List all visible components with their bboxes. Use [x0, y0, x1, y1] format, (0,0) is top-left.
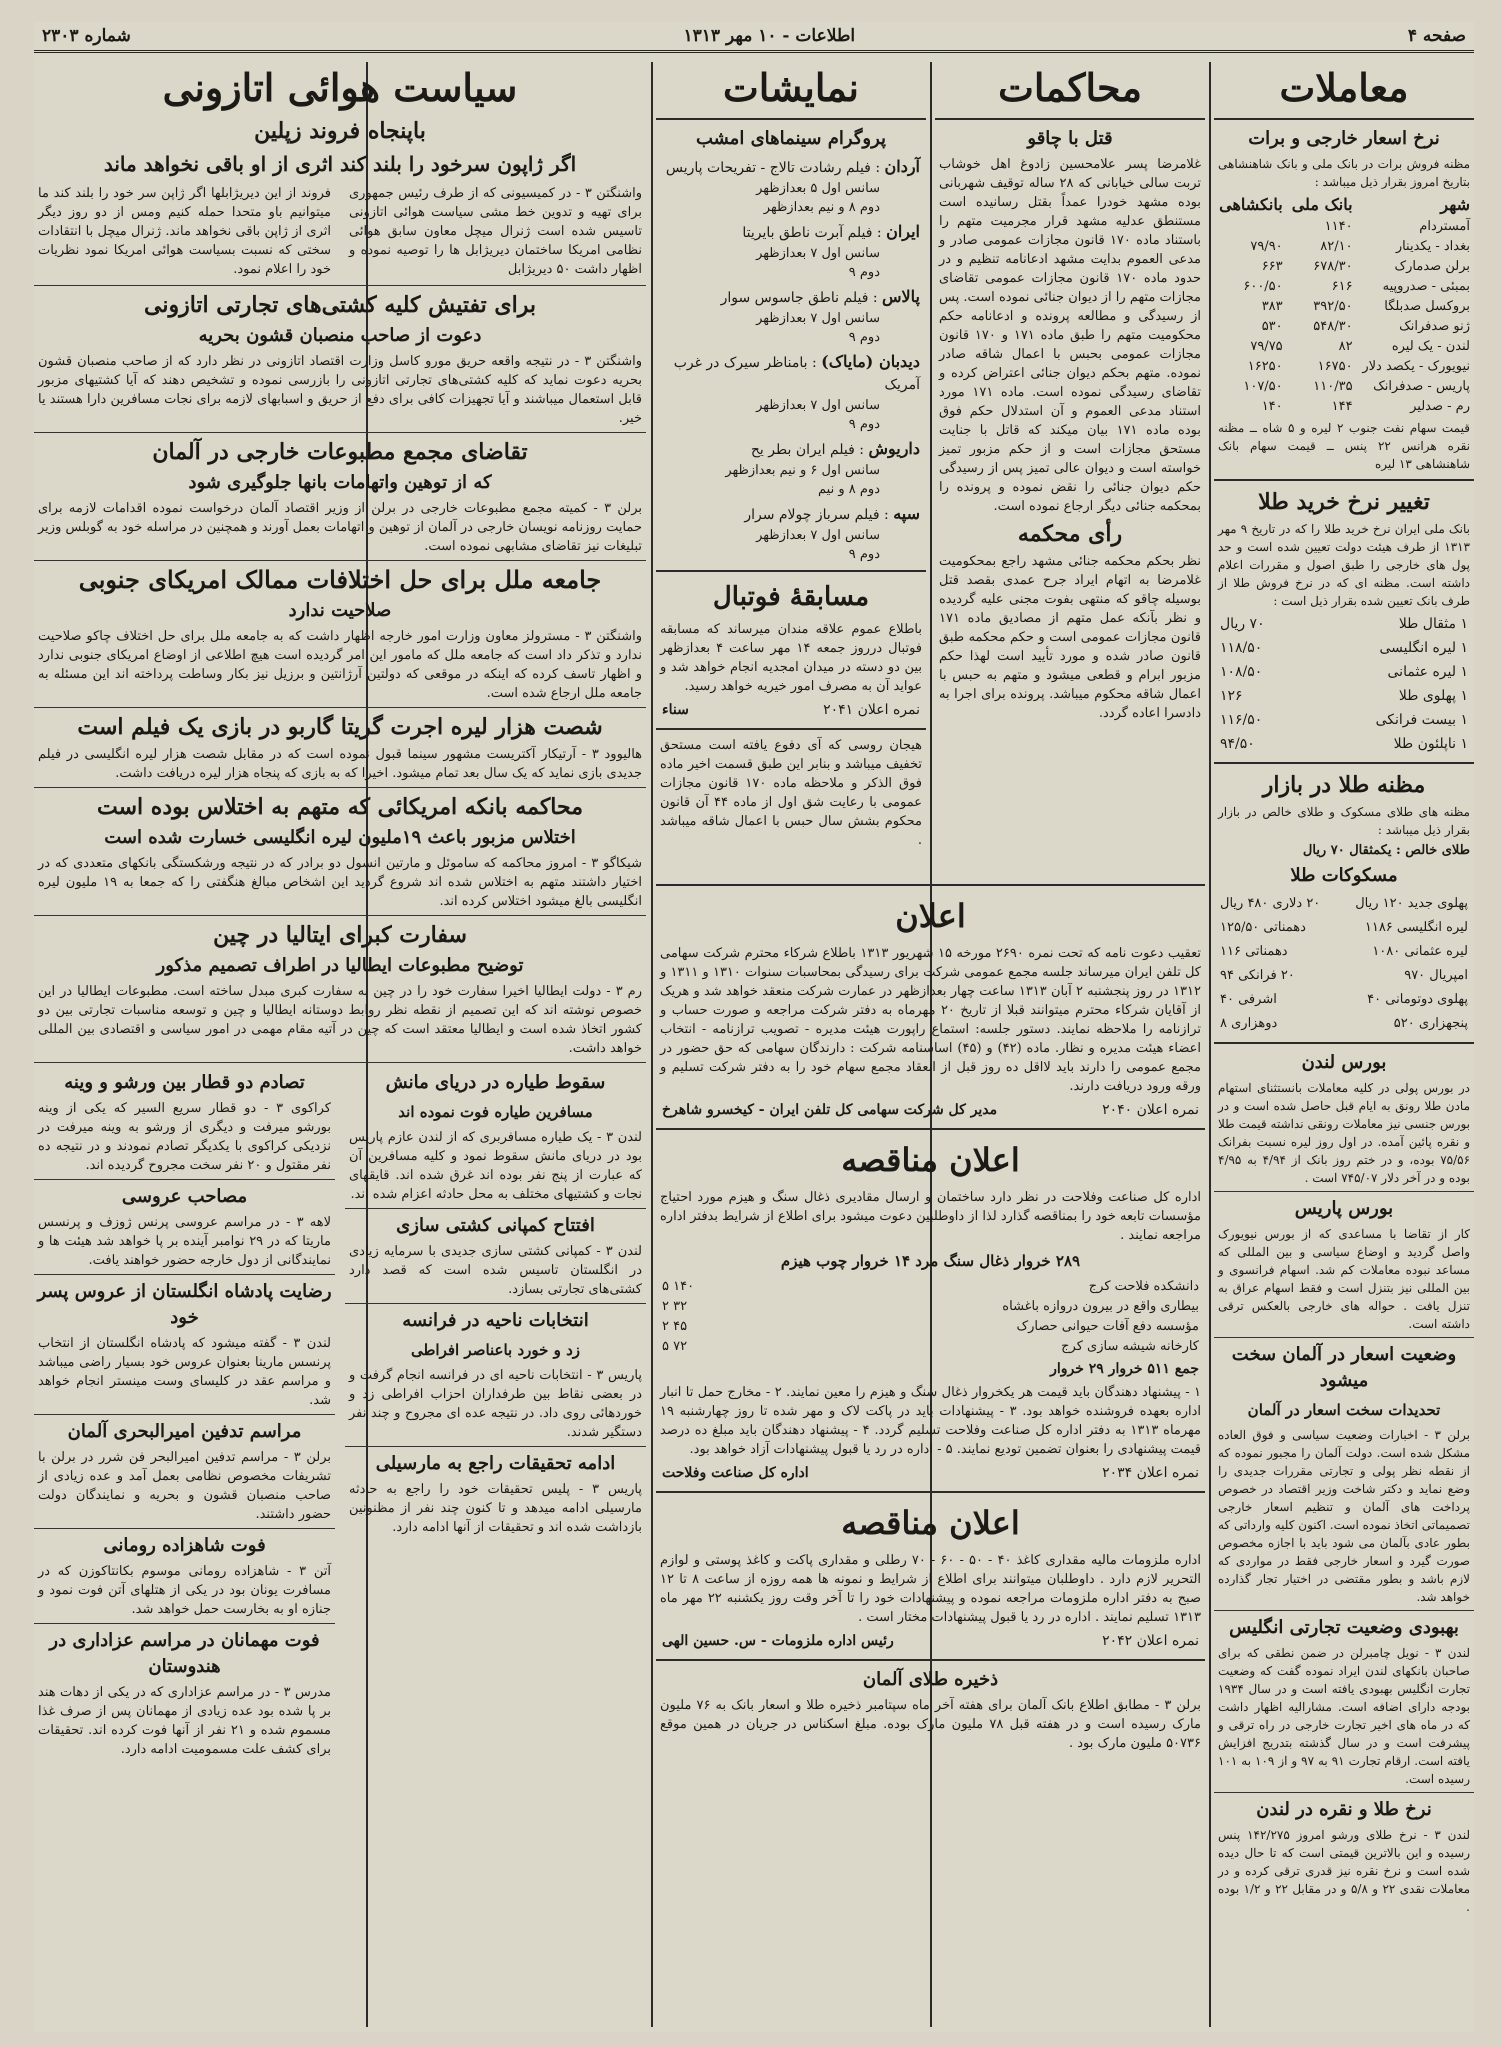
romania-headline: فوت شاهزاده رومانی [103, 1535, 266, 1556]
film-headline: شصت هزار لیره اجرت گریتا گاربو در بازی یک فیلم است [77, 714, 603, 740]
cinema-name-line: سپه : فیلم سرباز چولام سرار [744, 504, 920, 523]
cinema-entry [662, 286, 920, 347]
issue-number: شماره ۲۳۰۳ [42, 26, 131, 46]
exchange-city: برلن صدمارک [1394, 259, 1470, 274]
court-continuation: هیجان روسی که آی دفوع یافته است مستحق تخفیف میباشد و بنابر این طبق قسمت اخیر ماده فوق الذکر و ملاحظه ماده ۱۷۰ قانون مجازات عمومی با رعایت شق اول از ماده ۴۴ آن قانون محکوم بشش سال حبس با اعمال شاقه میباشد . [660, 738, 923, 848]
exchange-melli: ۶۷۸/۳۰ [1313, 259, 1353, 274]
league-subhead: صلاحیت ندارد [288, 600, 392, 621]
exchange-city: بمبئی - صدروپیه [1382, 279, 1470, 294]
admiral-body: برلن ۳ - مراسم تدفین امیرالبحر فن شرر در برلن با تشریفات مخصوص نظامی بعمل آمد و عده زیادی از صاحب منصبان قشون و بحریه و نمایندگان دولت حضور داشتند. [38, 1450, 331, 1522]
gold-item: ۱ لیره عثمانی [1387, 664, 1468, 680]
list-item [1214, 708, 1474, 732]
column-rule [651, 62, 653, 2027]
coin-price: دهمناتی ۱۲۵/۵۰ [1220, 920, 1306, 935]
list-item [1214, 964, 1474, 988]
german-gold-title: ذخیره طلای آلمان [862, 1669, 999, 1690]
gold-price: ۷۰ ریال [1220, 616, 1265, 632]
german-gold-body: برلن ۳ - مطابق اطلاع بانک آلمان برای هفته آخر ماه سپتامبر ذخیره طلا و اسعار بانک به ۷۶ ملیون مارک رسیده است و در هفته قبل ۷۸ ملیون مارک بوده. مبلغ اسکناس در جریان در همین موقع ۵۰۷۳۶ ملیون مارک بود . [660, 1698, 1202, 1751]
exchange-melli: ۳۹۲/۵۰ [1313, 299, 1353, 314]
exchange-melli: ۸۲/۱۰ [1320, 239, 1353, 254]
cinema-showtime: دوم ۹ [848, 265, 880, 280]
tender1-total: جمع ۵۱۱ خروار ۲۹ خروار [1050, 1361, 1199, 1377]
banker-headline: محاکمه بانکه امریکائی که متهم به اختلاس بوده است [97, 794, 583, 820]
coin-price: پهلوی جدید ۱۲۰ ریال [1355, 896, 1468, 911]
cinema-showtime: دوم ۸ و نیم بعدازظهر [763, 200, 880, 215]
exchange-city: بروکسل صدبلگا [1384, 299, 1470, 314]
exchange-melli: ۱۴۴ [1331, 399, 1353, 414]
film-body: هالیوود ۳ - آرتیکار آکتریست مشهور سینما قبول نموده است که در مقابل شصت هزار لیره انگلیسی در فیلم جدیدی بازی نماید که یک سال بعد تمام میشود. اخیرا که به بازی که پنجاه هزار لیره دریافت داشت. [38, 747, 643, 781]
tender2-body: اداره ملزومات مالیه مقداری کاغذ ۴۰ - ۵۰ - ۶۰ - ۷۰ رطلی و مقداری پاکت و کاغذ پوستی و لوازم التحریر لازم دارد . داوطلبان میتوانند برای اطلاع از شرایط و نمونه ها همه روزه از ساعت ۸ تا ۱۲ صبح به دفتر اداره ملزومات مراجعه نموده و پیشنهادات خود را تا آخر وقت روز یکشنبه ۲۲ مهر ماه ۱۳۱۳ تسلیم نمایند . اداره در رد یا قبول پیشنهادات مختار است . [660, 1553, 1202, 1625]
gold-buy-list [1214, 612, 1474, 756]
gold-item: ۱ بیست فرانکی [1375, 712, 1468, 728]
gold-coins-list [1214, 892, 1474, 1036]
coin-price: لیره عثمانی ۱۰۸۰ [1372, 944, 1468, 959]
gold-market-intro: مظنه های طلای مسکوک و طلای خالص در بازار بقرار ذیل میباشد : [1218, 805, 1470, 837]
ad1-body: تعقیب دعوت نامه که تحت نمره ۲۶۹۰ مورخه ۱۵ شهریور ۱۳۱۳ باطلاع شرکاء محترم شرکت سهامی کل تلفن ایران میرساند جلسه مجمع عمومی شرکت برای رسیدگی بمحاسبات سنوات ۱۳۱۰ و ۱۳۱۱ و ۱۳۱۲ در روز پنجشنبه ۲ آبان ۱۳۱۳ ساعت چهار بعدازظهر در عمارت شرکت منعقد خواهد شد و هریک از آقایان شرکاء محترم میتوانند قبلا از تاریخ ۲۰ مهرماه به دفتر شرکت مراجعه و صورت حساب و ترازنامه را ملاحظه نمایند. دستور جلسه: استماع راپورت هیئت مدیره - تصویب ترازنامه - انتخاب اعضاء هیئت مدیره و نظار. ماده (۴۲) و (۴۵) اساسنامه شرکت : دارندگان سهامی که حق حضور در مجمع عمومی را دارند باید لااقل ده روز قبل از انعقاد مجمع سهام خود را به دفتر شرکت تسلیم و ورقه ورود دریافت دارند. [660, 946, 1202, 1094]
table-row [1214, 337, 1474, 357]
ships-body: واشنگتن ۳ - در نتیجه واقعه حریق مورو کاسل وزارت اقتصاد اتازونی در نظر دارد که از صاحب منصبان قشون بحریه دعوت نماید که کلیه کشتی‌های تجارتی اتازونی را بازرسی نموده و تشخیص دهند که آیا کشتیهای مزبور قابل استعمال میباشند و آیا تجهیزات کافی برای دفع از حریق و اسبابهای لازمه برای نجات مسافرین دارا هستند یا خیر. [38, 354, 642, 426]
exchange-table [1214, 193, 1474, 417]
coin-price: لیره انگلیسی ۱۱۸۶ [1364, 920, 1468, 935]
exchange-title: نرخ اسعار خارجی و برات [1248, 128, 1440, 149]
ad1-number: نمره اعلان ۲۰۴۰ [1102, 1102, 1199, 1118]
cinema-entry [662, 438, 920, 499]
exchange-melli: ۱۶۷۵۰ [1317, 359, 1353, 374]
romania-body: آتن ۳ - شاهزاده رومانی موسوم بکانتاکوزن که در مسافرت یونان بود در یکی از هتلهای آتن فوت نمود و جنازه او به بخارست حمل خواهد شد. [38, 1564, 331, 1617]
cinema-entry [662, 156, 920, 217]
cinema-film: فیلم رشادت تالاج - تفریحات پاریس [665, 160, 871, 176]
tender-place: دانشکده فلاحت کرج [1088, 1279, 1199, 1294]
cinema-title: پروگرام سینماهای امشب [695, 128, 887, 149]
exchange-city: ژنو صدفرانک [1399, 319, 1470, 334]
tender-place: بیطاری واقع در بیرون دروازه باغشاه [1002, 1299, 1199, 1314]
cinema-name-line: آردان : فیلم رشادت تالاج - تفریحات پاریس [665, 157, 920, 176]
gold-buy-title: تغییر نرخ خرید طلا [1258, 489, 1430, 515]
cinema-name-line: داریوش : فیلم ایران بطر یح [750, 439, 920, 458]
press-body: برلن ۳ - کمیته مجمع مطبوعات خارجی در برلن از وزیر اقتصاد آلمان درخواست نموده اقدامات لازمه برای حمایت روزنامه نویسان خارجی در آلمان از توهین و اتهامات بعمل آورند و همچنین در مراسله خود به گوبلس وزیر تبلیغات نیز تقاضای مشابهی نموده است. [38, 501, 642, 554]
cinema-film: فیلم ایران بطر یح [750, 442, 855, 458]
cinema-entry [662, 351, 920, 434]
germany-currency-title: وضعیت اسعار در آلمان سخت میشود [1231, 1344, 1457, 1391]
verdict-title: رأی محکمه [1017, 521, 1123, 547]
gold-buy-body: بانک ملی ایران نرخ خرید طلا را که در تاریخ ۹ مهر ۱۳۱۳ از طرف هیئت دولت تعیین شده است و حد پول های خارجی را طبق اصول و مقررات اعلام داشته است. مظنه ای که در نرخ فروش طلا از طرف بانک تعیین شده بقرار ذیل است : [1218, 522, 1470, 608]
cinema-list [656, 156, 926, 564]
tender-coal: ۳۲ [673, 1299, 688, 1314]
gold-item: ۱ لیره انگلیسی [1379, 640, 1468, 656]
exchange-shahi: ۱۶۲۵۰ [1247, 359, 1283, 374]
exchange-shahi: ۱۴۰ [1261, 399, 1283, 414]
tender-coal: ۱۴۰ [673, 1279, 695, 1294]
exchange-melli: ۸۲ [1338, 339, 1353, 354]
table-row [1214, 357, 1474, 377]
wedding-body: لاهه ۳ - در مراسم عروسی پرنس ژوزف و پرنسس ماریتا که در ۲۹ نوامبر آینده بر پا خواهد شد هیئت ها و نمایندگانی از دول خارجه حضور خواهند یافت. [38, 1215, 332, 1268]
exchange-city: نیویورک - یکصد دلار [1362, 359, 1470, 374]
king-body: لندن ۳ - گفته میشود که پادشاه انگلستان از انتخاب پرنسس مارینا بعنوان عروس خود بسیار راضی میباشد و مراسم عقد در کلیسای وست مینستر انجام خواهد شد. [38, 1336, 331, 1408]
exchange-melli: ۱۱۰/۳۵ [1313, 379, 1353, 394]
tender-place: کارخانه شیشه سازی کرج [1061, 1339, 1199, 1354]
tender-amounts [662, 1337, 687, 1357]
france-body: پاریس ۳ - انتخابات ناحیه ای در فرانسه انجام گرفت و در بعضی نقاط بین طرفداران احزاب افراطی زد و خوردهائی روی داد. در نتیجه عده ای مجروح و چند نفر دستگیر شدند. [349, 1368, 643, 1440]
exchange-intro: مظنه فروش برات در بانک ملی و بانک شاهنشاهی بتاریخ امروز بقرار ذیل میباشد : [1218, 157, 1470, 189]
tender1-sign: اداره کل صناعت وفلاحت [662, 1465, 809, 1481]
cinema-entry [662, 503, 920, 564]
tender-amounts [662, 1317, 687, 1337]
murder-title: قتل با چاقو [1027, 128, 1113, 149]
ships-subhead: دعوت از صاحب منصبان قشون بحریه [198, 325, 482, 346]
marseille-body: پاریس ۳ - پلیس تحقیقات خود را راجع به حادثه مارسیلی ادامه میدهد و تا کنون چند نفر از مظنونین بازداشت شده اند و تحقیقات از آنها ادامه دارد. [349, 1482, 642, 1535]
italy-body: رم ۳ - دولت ایطالیا اخیرا سفارت خود را در چین به سفارت کبری مبدل ساخته است. مطبوعات ایطالیا در این خصوص نوشته اند که این تصمیم از نقطه نظر روابط دوستانه ایطالیا و چین و توسعه مناسبات تجارتی بین دو کشور اتخاذ شده است و ایطالیا معتقد است که چین در آتیه مقام مهمی در امور سیاسی و اقتصادی بین المللی خواهد داشت. [38, 984, 642, 1056]
cinema-name: آردان [884, 157, 920, 176]
english-trade-body: لندن ۳ - نویل چامبرلن در ضمن نطقی که برای صاحبان بانکهای لندن ایراد نموده گفت که وضعیت تجارت انگلیس بهبودی یافته است و در سال ۱۹۳۴ بودجه دارای اضافه است. مشارالیه اظهار داشت که در ماه های اخیر تجارت خارجی در راه ترقی و پیشرفت است و در سال گذشته بتدریج افزایش یافته است. ارقام تجارت ۹۱ به ۹۷ و از ۱۰۹ به ۱۰۱ رسیده است. [1218, 1646, 1471, 1786]
exchange-melli: ۵۴۸/۳۰ [1313, 319, 1353, 334]
gold-pure-price: طلای خالص : یکمثقال ۷۰ ریال [1302, 843, 1470, 858]
cinema-showtime: سانس اول ۶ و نیم بعدازظهر [725, 463, 880, 478]
transactions-heading: معاملات [1279, 65, 1409, 110]
plane-subhead: مسافرین طیاره فوت نموده اند [398, 1103, 593, 1121]
tender-coal: ۴۵ [673, 1319, 688, 1334]
exchange-shahi: ۷۹/۹۰ [1250, 239, 1283, 254]
bourse-london-title: بورس لندن [1301, 1052, 1387, 1073]
tender1-head: ۲۸۹ خروار ذغال سنگ مرد ۱۴ خروار چوب هیزم [780, 1252, 1081, 1270]
table-row [656, 1297, 1205, 1317]
coin-price: دهمناتی ۱۱۶ [1220, 944, 1288, 959]
press-headline: تقاضای مجمع مطبوعات خارجی در آلمان [152, 439, 528, 465]
transactions-column [1214, 62, 1474, 2027]
cinema-name: سپه [893, 504, 920, 523]
murder-body: غلامرضا پسر علامحسین زادوغ اهل خوشاب تربت سالی خیابانی که ۲۸ ساله توقیف شهربانی بوده مشهد خودرا عمداً بقتل رسانیده است مستنطق عدلیه مشهد قرار مجرمیت متهم را باستناد ماده ۱۷۰ قانون مجازات عمومی صادر و مدعی العموم بدایت مشهد ادعانامه تنظیم و در حدود ماده ۱۷۰ قانون مجازات عمومی تقاضای مجازات متهم را از دیوان جنائی نموده است. پس از رسیدگی و مطالعه پرونده و ادعانامه حکم محکومیت متهم را طبق ماده ۱۷۱ و ۱۷۰ قانون مجازات عمومی بحبس با اعمال شاقه صادر نموده. متهم بحکم دیوان جنائی اعتراض کرده و تقاضای رسیدگی نموده است. ماده ۱۷۱ مورد استناد مدعی العموم و آن استدلال حکم فوق بوده ماده ۱۷۱ بیان میکند که قاتل با جنایت مستحق مجازات است و از حکم مزبور تمیز خواسته است و دیوان عالی تمیز پس از رسیدگی حکم دیوان جنائی را نقض نموده و پرونده را بمحکمه جنائی دیگر ارجاع نموده است. [939, 157, 1202, 514]
verdict-body: نظر بحکم محکمه جنائی مشهد راجع بمحکومیت غلامرضا به اتهام ایراد جرح عمدی بقصد قتل بوسیله چاقو که منتهی بفوت مجنی علیه گردیده و نظر بآنکه عمل متهم از مصادیق ماده ۱۷۱ قانون مجازات عمومی است و حکم محکمه طبق قانون صادر شده و مورد تأیید است لهذا حکم مزبور ابرام و قطعی میشود و متهم به حبس با اعمال شاقه محکوم میباشد. پرونده برای اجرا به دادسرا اعاده گردد. [939, 554, 1201, 721]
cinema-showtime: دوم ۹ [848, 330, 880, 345]
shipyard-body: لندن ۳ - کمپانی کشتی سازی جدیدی با سرمایه زیادی در انگلستان تاسیس شده است که قصد دارد کشتی‌های تجارتی بسازد. [349, 1244, 642, 1297]
gold-item: ۱ مثقال طلا [1398, 616, 1468, 632]
gold-price: ۹۴/۵۰ [1220, 736, 1255, 752]
table-row [1214, 257, 1474, 277]
list-item [1214, 892, 1474, 916]
cinema-entry [662, 221, 920, 282]
plane-body: لندن ۳ - یک طیاره مسافربری که از لندن عازم پاریس بود در دریای مانش سقوط نمود و کلیه مسافرین آن که عبارت از پنج نفر بوده اند غرق شده اند. قایقهای نجات و کشتیهای مختلف به محل حادثه اعزام شده اند. [349, 1130, 642, 1202]
tender-wood: ۲ [662, 1319, 669, 1334]
list-item [1214, 684, 1474, 708]
list-item [1214, 660, 1474, 684]
list-item [1214, 1012, 1474, 1036]
gold-market-title: مظنه طلا در بازار [1262, 772, 1426, 798]
table-row [656, 1317, 1205, 1337]
tender-amounts [662, 1277, 694, 1297]
list-item [1214, 612, 1474, 636]
masthead [34, 22, 1474, 53]
lower-news-right [345, 1067, 646, 1761]
exchange-melli: ۶۱۶ [1331, 279, 1353, 294]
english-trade-title: بهبودی وضعیت تجارتی انگلیس [1229, 1617, 1459, 1638]
cinema-name: ایران [886, 222, 920, 241]
exchange-shahi [1214, 217, 1287, 237]
exchange-head-melli: بانک ملی [1291, 195, 1353, 214]
cinema-name-line: ایران : فیلم آبرت ناطق بایریتا [742, 222, 920, 241]
india-headline: فوت مهمانان در مراسم عزاداری در هندوستان [49, 1630, 320, 1677]
newspaper-page [34, 22, 1474, 2032]
shows-heading: نمایشات [723, 65, 859, 110]
table-row [656, 1337, 1205, 1357]
list-item [1214, 732, 1474, 756]
trains-body: کراکوی ۳ - دو قطار سریع السیر که یکی از وینه بورشو میرفت و دیگری از ورشو به وینه میرفت در نزدیکی کراکوی با یکدیگر تصادم نمودند و در نتیجه ده نفر مقتول و ۲۰ نفر سخت مجروح گردیده اند. [38, 1101, 331, 1173]
exchange-shahi: ۶۶۳ [1261, 259, 1283, 274]
cinema-showtime: دوم ۹ [848, 417, 880, 432]
table-row [1214, 397, 1474, 417]
air-policy-heading: سیاست هوائی اتازونی [162, 65, 518, 110]
cinema-name-line: پالاس : فیلم ناطق جاسوس سوار [720, 287, 920, 306]
cinema-film: فیلم سرباز چولام سرار [744, 507, 880, 523]
exchange-head-shahi: بانکشاهی [1219, 195, 1283, 214]
zeppelin-body-left: فروند از این دیریژابلها اگر ژاپن سر خود را بلند کند ما میتوانیم باو متحدا حمله کنیم ومس از دو روز دیگر اثری از ژاپن باقی نخواهد ماند. ژنرال میچل با انتقادات سختی که نسبت بسیاست هوائی امریکا نمود نظریات خود را اعلام نمود. [38, 186, 331, 277]
silver-rate-title: نرخ طلا و نقره در لندن [1256, 1799, 1432, 1820]
tender-wood: ۵ [662, 1339, 669, 1354]
silver-rate-body: لندن ۳ - نرخ طلای ورشو امروز ۱۴۲/۲۷۵ پنس رسیده و این بالاترین قیمتی است که تا حال دیده شده است و نرخ نقره نیز قدری ترقی کرده و در معاملات نقدی ۲۲ و ۵/۸ و در مقابل ۲۲ و ۱/۲ بوده . [1218, 1828, 1470, 1914]
gold-coins-title: مسکوکات طلا [1290, 865, 1398, 886]
tender1-intro: اداره کل صناعت وفلاحت در نظر دارد ساختمان و ارسال مقادیری ذغال سنگ و هیزم مورد احتیاج مؤسسات تابعه خود را بمناقصه گذارد لذا از داوطلبین دعوت میشود برای اطلاع از شرایط بدفتر اداره مراجعه نمایند . [660, 1190, 1201, 1243]
column-rule [1209, 62, 1211, 2027]
ad1-footer [656, 1098, 1205, 1122]
zeppelin-body-right: واشنگتن ۳ - در کمیسیونی که از طرف رئیس جمهوری برای تهیه و تدوین خط مشی سیاست هوائی اتازونی تاسیس شده است ژنرال میچل معاون سابق هوائی نظامی امریکا ساختمان دیریژابل ها را توصیه نموده و اظهار داشت ۵۰ دیریژابل [349, 186, 643, 277]
table-row [1214, 217, 1474, 237]
india-body: مدرس ۳ - در مراسم عزاداری که در یکی از دهات هند بر پا شده بود عده زیادی از مهمانان پس از صرف غذا مسموم شده و ۲۱ نفر از آنها فوت کرده اند. تحقیقات برای کشف علت مسمومیت ادامه دارد. [38, 1685, 332, 1757]
table-row [1214, 297, 1474, 317]
cinema-name: دیدبان (مایاک) [821, 352, 920, 371]
lower-news [34, 1067, 646, 1761]
football-sign: سناء [662, 702, 689, 718]
ads-area [656, 884, 1205, 2027]
football-footer [656, 698, 926, 722]
exchange-city: پاریس - صدفرانک [1373, 379, 1470, 394]
cinema-film: بامناظر سیرک در غرب آمریک [673, 355, 920, 393]
table-row [1214, 277, 1474, 297]
tender2-title: اعلان مناقصه [841, 1504, 1020, 1542]
banker-subhead: اختلاس مزبور باعث ۱۹ملیون لیره انگلیسی خسارت شده است [104, 827, 576, 848]
exchange-shahi: ۷۹/۷۵ [1250, 339, 1283, 354]
cinema-showtime: سانس اول ۷ بعدازظهر [756, 528, 880, 543]
coin-price: پنجهزاری ۵۲۰ [1393, 1016, 1468, 1031]
cinema-showtime: سانس اول ۷ بعدازظهر [756, 398, 880, 413]
zeppelin-body [34, 182, 646, 281]
cinema-film: فیلم آبرت ناطق بایریتا [742, 225, 873, 241]
germany-currency-body: برلن ۳ - اخبارات وضعیت سیاسی و فوق العاده مشکل شده است. دولت آلمان را مجبور نموده که از نقطه نظر پولی و تجارتی مقررات جدیدی را وضع نماید و دکتر شاخت وزیر اقتصاد در خصوص پرداخت های آلمان و تنظیم اسعار خارجی تصمیماتی اتخاذ نموده است. اکنون کلیه وارداتی که بطور عادی بآلمان می شود باید با اجازه مخصوص صورت گیرد و اسعار خارجی فقط در مواردی که لازم باشد و بطور مقتضی در اختیار تجار گذارده خواهد شد. [1218, 1428, 1470, 1604]
banker-body: شیکاگو ۳ - امروز محاکمه که ساموئل و مارتین انسول دو برادر که در نتیجه ورشکستگی بانکهای متعددی که در اختیار داشتند متهم به اختلاس شده اند شروع گردید این اشخاص مبالغ هنگفتی را که جمعا به ۱۹ ملیون لیره انگلیسی بالغ میشود اختلاس کرده اند. [38, 856, 642, 909]
tender-wood: ۲ [662, 1299, 669, 1314]
tender-coal: ۷۲ [673, 1339, 688, 1354]
tender2-sign: رئیس اداره ملزومات - س. حسین الهی [662, 1633, 894, 1649]
france-headline: انتخابات ناحیه در فرانسه [402, 1310, 589, 1331]
tender2-footer [656, 1629, 1205, 1653]
league-body: واشنگتن ۳ - مسترولز معاون وزارت امور خارجه اظهار داشت که به جامعه ملل برای حل اختلاف چاکو صلاحیت ندارد و تذکر داد است که جامعه ملل که مامور این امر گردیده است هیچ اطلاعی از اوضاع امریکای جنوبی ندارد و اظهار تاسف کرده که اینکه در موقعی که دولتین آرژانتین و برزیل نیز بکار وساطت پرداخته اند این مسئله به جامعه ملل ارجاع شده است. [38, 629, 642, 701]
issue-date: اطلاعات - ۱۰ مهر ۱۳۱۳ [683, 26, 856, 46]
ad1-sign: مدیر کل شرکت سهامی کل تلفن ایران - کیخسرو شاهرخ [662, 1102, 998, 1118]
exchange-city: بغداد - یکدینار [1395, 239, 1470, 254]
table-row [1214, 317, 1474, 337]
plane-headline: سقوط طیاره در دریای مانش [385, 1072, 606, 1093]
exchange-city: لندن - یک لیره [1391, 339, 1470, 354]
cinema-showtime: دوم ۸ و نیم [818, 482, 880, 497]
king-headline: رضایت پادشاه انگلستان از عروس پسر خود [37, 1281, 332, 1328]
bourse-paris-title: بورس پاریس [1294, 1198, 1394, 1219]
courts-heading: محاکمات [998, 65, 1142, 110]
table-row [1214, 237, 1474, 257]
tender1-number: نمره اعلان ۲۰۳۴ [1102, 1465, 1199, 1481]
lower-news-left [34, 1067, 335, 1761]
list-item [1214, 988, 1474, 1012]
cinema-name-line: دیدبان (مایاک) : بامناظر سیرک در غرب آمریک [673, 352, 920, 393]
italy-headline: سفارت کبرای ایتالیا در چین [213, 922, 467, 948]
gold-item: ۱ پهلوی طلا [1398, 688, 1468, 704]
exchange-notes: قیمت سهام نفت جنوب ۲ لیره و ۵ شاه ــ مظنه نقره هرانس ۲۲ پنس ــ قیمت سهام بانک شاهنشاهی ۱۳ لیره [1218, 421, 1470, 471]
page-number: صفحه ۴ [1407, 26, 1466, 46]
list-item [1214, 636, 1474, 660]
exchange-city: رم - صدلیر [1410, 399, 1470, 414]
zeppelin-subhead: اگر ژاپون سرخود را بلند کند اثری از او باقی نخواهد ماند [103, 152, 577, 176]
cinema-showtime: سانس اول ۷ بعدازظهر [756, 246, 880, 261]
shows-column [656, 62, 926, 882]
ad1-title: اعلان [895, 897, 966, 935]
germany-currency-subtitle: تحدیدات سخت اسعار در آلمان [1247, 1401, 1441, 1419]
courts-column [935, 62, 1205, 882]
tender-amounts [662, 1297, 687, 1317]
coin-price: دوهزاری ۸ [1220, 1016, 1278, 1031]
gold-price: ۱۲۶ [1220, 688, 1243, 704]
tender1-table [656, 1277, 1205, 1357]
cinema-showtime: سانس اول ۷ بعدازظهر [756, 311, 880, 326]
tender1-footer [656, 1461, 1205, 1485]
italy-subhead: توضیح مطبوعات ایطالیا در اطراف تصمیم مذکور [156, 955, 524, 976]
zeppelin-headline: باپنجاه فروند زپلین [254, 118, 426, 144]
cinema-film: فیلم ناطق جاسوس سوار [720, 290, 869, 306]
football-number: نمره اعلان ۲۰۴۱ [823, 702, 920, 718]
table-row [1214, 377, 1474, 397]
tender-place: مؤسسه دفع آفات حیوانی حصارک [1016, 1319, 1199, 1334]
list-item [1214, 940, 1474, 964]
league-headline: جامعه ملل برای حل اختلافات ممالک امریکای جنوبی [78, 565, 602, 594]
exchange-shahi: ۵۳۰ [1261, 319, 1283, 334]
cinema-showtime: دوم ۹ [848, 547, 880, 562]
shipyard-headline: افتتاح کمپانی کشتی سازی [396, 1215, 595, 1236]
gold-price: ۱۱۶/۵۰ [1220, 712, 1263, 728]
exchange-melli: ۱۱۴۰ [1324, 219, 1353, 234]
coin-price: امپریال ۹۷۰ [1404, 968, 1468, 983]
tender2-number: نمره اعلان ۲۰۴۲ [1102, 1633, 1199, 1649]
france-subhead: زد و خورد باعناصر افراطی [410, 1341, 581, 1359]
exchange-city: آمستردام [1419, 219, 1470, 234]
football-body: باطلاع عموم علاقه مندان میرساند که مسابقه فوتبال درروز جمعه ۱۴ مهر ساعت ۴ بعدازظهر بین دو دسته در میدان امجدیه انجام خواهد شد و عواید آن به مصرف امور خیریه خواهد رسید. [660, 622, 923, 694]
exchange-shahi: ۳۸۳ [1261, 299, 1283, 314]
coin-price: ۲۰ دلاری ۴۸۰ ریال [1220, 896, 1321, 911]
bourse-paris-body: کار از تقاضا با مساعدی که از بورس نیویورک واصل گردید و اوضاع سیاسی و بین المللی که مساعد نبوده معاملات کم شد. اسهام فرانسوی و بین المللی نیز بتنزل است و فقط اسهام عراق به تنزل یافت . حواله های خارجی بالعکس ترقی داشته است. [1218, 1227, 1470, 1331]
exchange-shahi: ۱۰۷/۵۰ [1243, 379, 1283, 394]
coin-price: اشرفی ۴۰ [1220, 992, 1277, 1007]
exchange-shahi: ۶۰۰/۵۰ [1243, 279, 1283, 294]
cinema-showtime: سانس اول ۵ بعدازظهر [756, 181, 880, 196]
coin-price: پهلوی دوتومانی ۴۰ [1367, 992, 1468, 1007]
press-subhead: که از توهین واتهامات بانها جلوگیری شود [188, 472, 492, 493]
tender-wood: ۵ [662, 1279, 669, 1294]
football-title: مسابقهٔ فوتبال [712, 582, 870, 612]
list-item [1214, 916, 1474, 940]
gold-item: ۱ ناپلئون طلا [1393, 736, 1468, 752]
gold-price: ۱۰۸/۵۰ [1220, 664, 1263, 680]
table-row [656, 1277, 1205, 1297]
tender1-title: اعلان مناقصه [841, 1141, 1020, 1179]
air-policy-area [34, 62, 646, 2027]
bourse-london-body: در بورس پولی در کلیه معاملات بانستثنای استهام مادن طلا رونق به ایام قبل حاصل شده است و در بورس جنسی نیز معاملات رونقی نداشته قیمت طلا و نقره پائین آمده. در اول روز لیره نسبت بفرانک ۷۵/۵۶ بوده، و در ختم روز بانک از ۴/۹۴ به ۴/۹۵ بوده و در آخر دلار ۷۴۵/۰۷ است . [1218, 1081, 1471, 1185]
gold-price: ۱۱۸/۵۰ [1220, 640, 1263, 656]
exchange-head-city: شهر [1440, 195, 1470, 214]
tender1-terms: ۱ - پیشنهاد دهندگان باید قیمت هر یکخروار ذغال سنگ و هیزم را معین نمایند. ۲ - مخارج حمل تا انبار اداره بعهده فروشنده خواهد بود. ۳ - پیشنهادات باید در پاکت لاک و مهر شده تا روز چهارشنبه ۱۹ مهرماه ۱۳۱۳ به دفتر اداره کل صناعت وفلاحت تسلیم گردد. ۴ - پیشنهاد دهندگان باید مبلغ ده درصد قیمت پیشنهادی را بعنوان تضمین تودیع نمایند. ۵ - اداره در رد یا قبول پیشنهادات آزاد خواهد بود. [660, 1385, 1202, 1457]
admiral-headline: مراسم تدفین امیرالبحری آلمان [67, 1421, 302, 1442]
cinema-name: داریوش [868, 439, 920, 458]
cinema-name: پالاس [882, 287, 920, 306]
trains-headline: تصادم دو قطار بین ورشو و وینه [64, 1072, 305, 1093]
ships-headline: برای تفتیش کلیه کشتی‌های تجارتی اتازونی [143, 292, 536, 318]
coin-price: ۲۰ فرانکی ۹۴ [1220, 968, 1295, 983]
marseille-headline: ادامه تحقیقات راجع به مارسیلی [375, 1453, 616, 1474]
wedding-headline: مصاحب عروسی [121, 1186, 248, 1207]
